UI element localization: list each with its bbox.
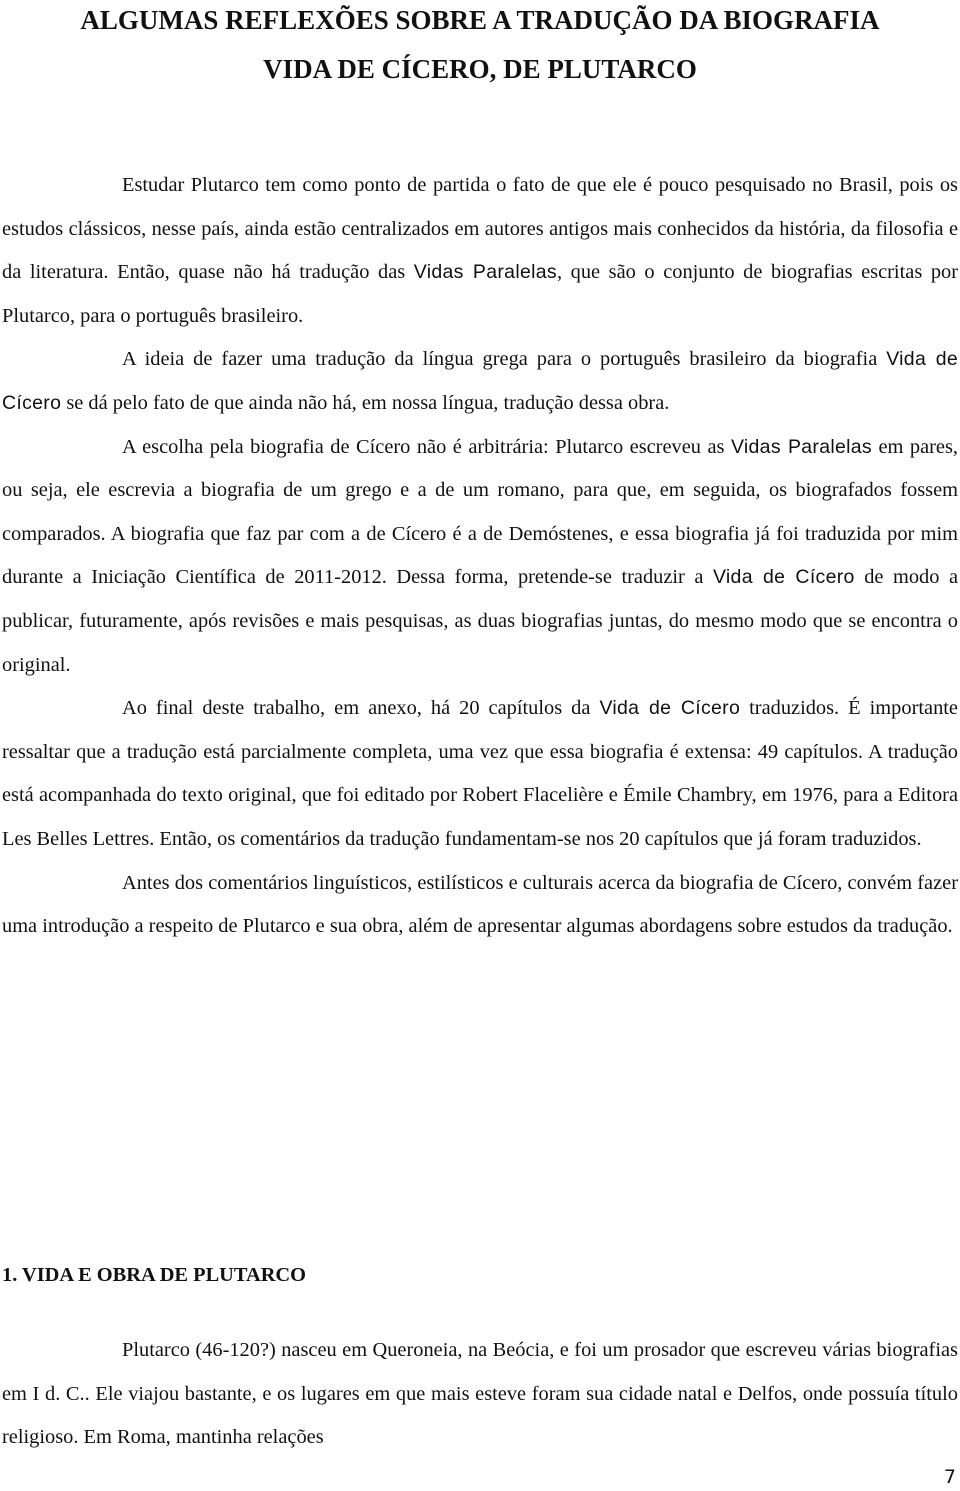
introduction-body — [2, 164, 958, 949]
section-body — [2, 1329, 958, 1460]
document-title-line-2: VIDA DE CÍCERO, DE PLUTARCO — [263, 54, 697, 84]
paragraph-1-text-a: Estudar Plutarco tem como ponto de partida o fato de que ele é pouco pesquisado no Brasil, pois os estudos clássicos, nesse país, ainda estão centralizados em autores antigos mais conhecidos da história, da filosofia e da literatura. Então, quase não há tradução das — [2, 174, 958, 284]
paragraph-1 — [2, 164, 958, 338]
page-number: 7 — [943, 1466, 956, 1488]
paragraph-3-text-e: de modo a publicar, futuramente, após revisões e mais pesquisas, as duas biografias juntas, do mesmo modo que se encontra o original. — [2, 566, 958, 676]
paragraph-4-text-a: Ao final deste trabalho, em anexo, há 20 capítulos da — [122, 697, 600, 720]
paragraph-3-work-title-1: Vidas Paralelas — [730, 435, 872, 458]
paragraph-1-text-c: , que são o conjunto de biografias escritas por Plutarco, para o português brasileiro. — [2, 261, 959, 327]
paragraph-4-work-title: Vida de Cícero — [599, 697, 741, 720]
paragraph-1-work-title: Vidas Paralelas — [413, 261, 557, 284]
paragraph-2-text-c: se dá pelo fato de que ainda não há, em nossa língua, tradução dessa obra. — [61, 391, 670, 414]
paragraph-5: Antes dos comentários linguísticos, estilísticos e culturais acerca da biografia de Cícero, convém fazer uma introdução a respeito de Plutarco e sua obra, além de apresentar algumas abordagens sobre estudos da tradução. — [2, 871, 958, 938]
paragraph-2-text-a: A ideia de fazer uma tradução da língua grega para o português brasileiro da biografia — [122, 348, 887, 371]
document-title-line-1: ALGUMAS REFLEXÕES SOBRE A TRADUÇÃO DA BIOGRAFIA — [80, 5, 880, 35]
paragraph-4 — [2, 687, 958, 861]
paragraph-3-text-c: em pares, ou seja, ele escrevia a biografia de um grego e a de um romano, para que, em seguida, os biografados fossem comparados. A biografia que faz par com a de Cícero é a de Demóstenes, e essa biografia já foi traduzida por mim durante a Iniciação Científica de 2011-2012. Dessa forma, pretende-se traduzir a — [2, 435, 958, 589]
paragraph-4-text-c: traduzidos. É importante ressaltar que a tradução está parcialmente completa, uma vez que essa biografia é extensa: 49 capítulos. A tradução está acompanhada do texto original, que foi editado por Robert Flacelière e Émile Chambry, em 1976, para a Editora Les Belles Lettres. Então, os comentários da tradução fundamentam-se nos 20 capítulos que já foram traduzidos. — [2, 697, 958, 850]
paragraph-3-text-a: A escolha pela biografia de Cícero não é arbitrária: Plutarco escreveu as — [122, 435, 731, 458]
section-heading: 1. VIDA E OBRA DE PLUTARCO — [2, 1264, 307, 1286]
paragraph-2-work-title: Vida de Cícero — [2, 348, 958, 414]
section-paragraph-1: Plutarco (46-120?) nasceu em Queroneia, na Beócia, e foi um prosador que escreveu várias biografias em I d. C.. Ele viajou bastante, e os lugares em que mais esteve foram sua cidade natal e Delfos, onde possuía título religioso. Em Roma, mantinha relações — [2, 1339, 958, 1449]
paragraph-3 — [2, 426, 958, 688]
paragraph-3-work-title-2: Vida de Cícero — [712, 566, 855, 589]
paragraph-2 — [2, 338, 958, 425]
